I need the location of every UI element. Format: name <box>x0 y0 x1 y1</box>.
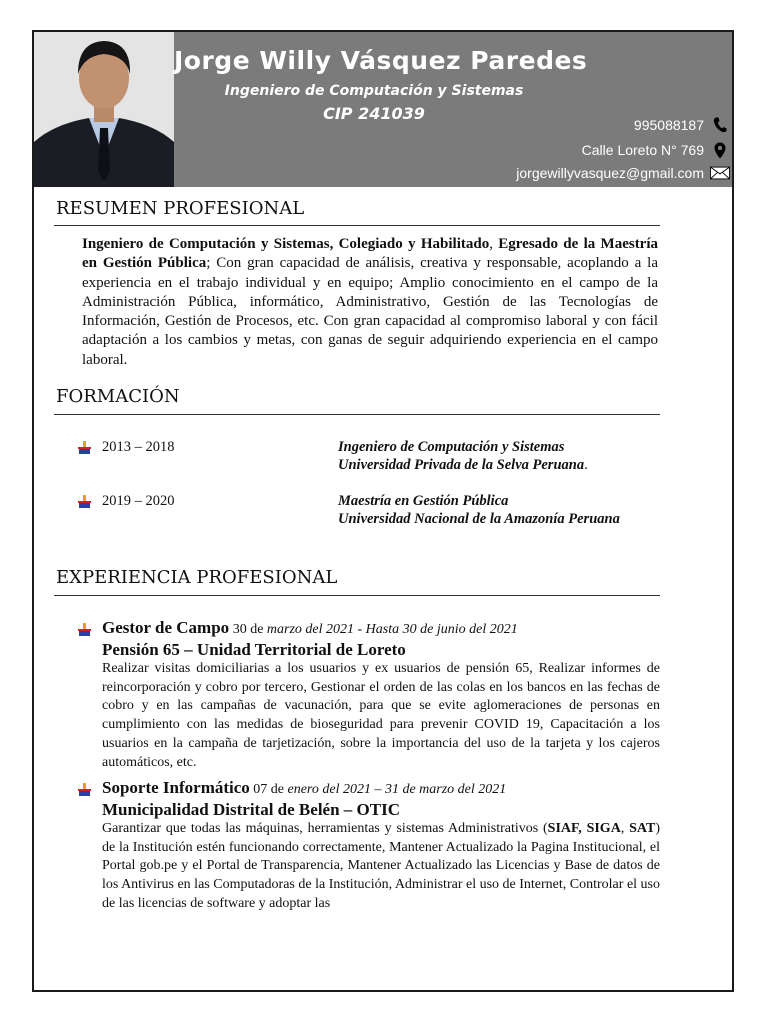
summary-separator: , <box>489 236 499 252</box>
phone-icon <box>710 115 730 135</box>
job-desc-sat: SAT <box>629 821 656 836</box>
contact-email <box>516 163 730 183</box>
bullet-icon <box>78 495 91 508</box>
education-years: 2013 – 2018 <box>102 439 175 455</box>
job-header <box>102 778 660 800</box>
job-desc-part: ) de la Institución estén funcionando correctamente, Mantener Actualizado la Pagina Institucional, el Portal gob.pe y el Portal de Transparencia, Mantener Actualizado las Licencias y Base de datos de los Antivirus en las Computadoras de la Institución, Administrar el uso de Internet, Controlar el uso de las licencias de software y adoptar las <box>102 821 660 911</box>
experience-heading: EXPERIENCIA PROFESIONAL <box>56 567 338 588</box>
education-school-suffix: . <box>584 457 588 473</box>
job-day-start: 07 de <box>249 782 288 797</box>
contact-address <box>582 140 730 160</box>
education-years: 2019 – 2020 <box>102 493 175 509</box>
job-desc-part: , <box>620 821 630 836</box>
resume-header <box>34 32 734 187</box>
envelope-icon <box>710 163 730 183</box>
full-name: Jorge Willy Vásquez Paredes <box>174 46 588 75</box>
contact-phone <box>634 115 730 135</box>
job-role: Gestor de Campo <box>102 618 230 637</box>
job-header <box>102 618 660 640</box>
summary-heading: RESUMEN PROFESIONAL <box>56 198 305 219</box>
experience-divider <box>54 595 660 596</box>
phone-number: 995088187 <box>633 117 704 133</box>
summary-divider <box>54 225 660 226</box>
job-organization: Municipalidad Distrital de Belén – OTIC <box>102 800 400 819</box>
resume-page <box>32 30 734 992</box>
education-degree: Maestría en Gestión Pública <box>338 493 509 509</box>
job-role: Soporte Informático <box>102 778 250 797</box>
job-organization: Pensión 65 – Unidad Territorial de Loreto <box>102 640 406 659</box>
education-details <box>338 438 588 474</box>
education-details <box>338 492 620 528</box>
bullet-icon <box>78 441 91 454</box>
profile-photo <box>34 32 174 187</box>
job-desc-systems: SIAF, SIGA <box>547 821 621 836</box>
job-description <box>102 820 660 914</box>
location-pin-icon <box>710 140 730 160</box>
education-degree: Ingeniero de Computación y Sistemas <box>338 439 565 455</box>
job-dates: enero del 2021 – 31 de marzo del 2021 <box>287 782 507 797</box>
summary-text: ; Con gran capacidad de análisis, creativa y responsable, acoplando a la experiencia en el trabajo individual y en equipo; Amplio conocimiento en el campo de la Administración Pública, informático, Administrativo, Gestión de las Tecnologías de Información, Gestión de Procesos, etc. Con gran capacidad al compromiso laboral y con fácil adaptación a los cambios y metas, con ganas de seguir adquiriendo experiencia en el campo laboral. <box>82 255 659 368</box>
job-day-start: 30 de <box>229 622 267 637</box>
experience-item <box>78 778 660 914</box>
job-description: Realizar visitas domiciliarias a los usuarios y ex usuarios de pensión 65, Realizar informes de reincorporación y cobro por tercero, Gestionar el orden de las colas en los bancos en las fechas de cobro y en las campañas de vacunación, para que se evite aglomeraciones de personas en cumplimiento con las medidas de bioseguridad para prevenir COVID 19, Capacitación a los usuarios en la campaña de tarjetización, sobre la importancia del uso de la tarjeta y los cajeros automáticos, etc. <box>102 661 660 770</box>
job-desc-part: Garantizar que todas las máquinas, herramientas y sistemas Administrativos ( <box>102 821 548 836</box>
education-divider <box>54 414 660 415</box>
bullet-icon <box>78 623 91 636</box>
education-school: Universidad Nacional de la Amazonía Peruana <box>338 511 620 527</box>
job-dates: marzo del 2021 - Hasta 30 de junio del 2021 <box>266 622 518 637</box>
address-text: Calle Loreto N° 769 <box>581 142 704 158</box>
cip-number: CIP 241039 <box>323 104 425 123</box>
profession-title: Ingeniero de Computación y Sistemas <box>224 83 524 99</box>
summary-bold-master: Egresado de la Maestría en Gestión Pública <box>82 236 659 272</box>
education-heading: FORMACIÓN <box>56 386 180 407</box>
summary-paragraph <box>82 235 658 370</box>
experience-item <box>78 618 660 772</box>
education-school: Universidad Privada de la Selva Peruana <box>338 457 585 473</box>
summary-bold-degree: Ingeniero de Computación y Sistemas, Colegiado y Habilitado <box>82 236 490 252</box>
bullet-icon <box>78 783 91 796</box>
email-address: jorgewillyvasquez@gmail.com <box>516 165 704 181</box>
